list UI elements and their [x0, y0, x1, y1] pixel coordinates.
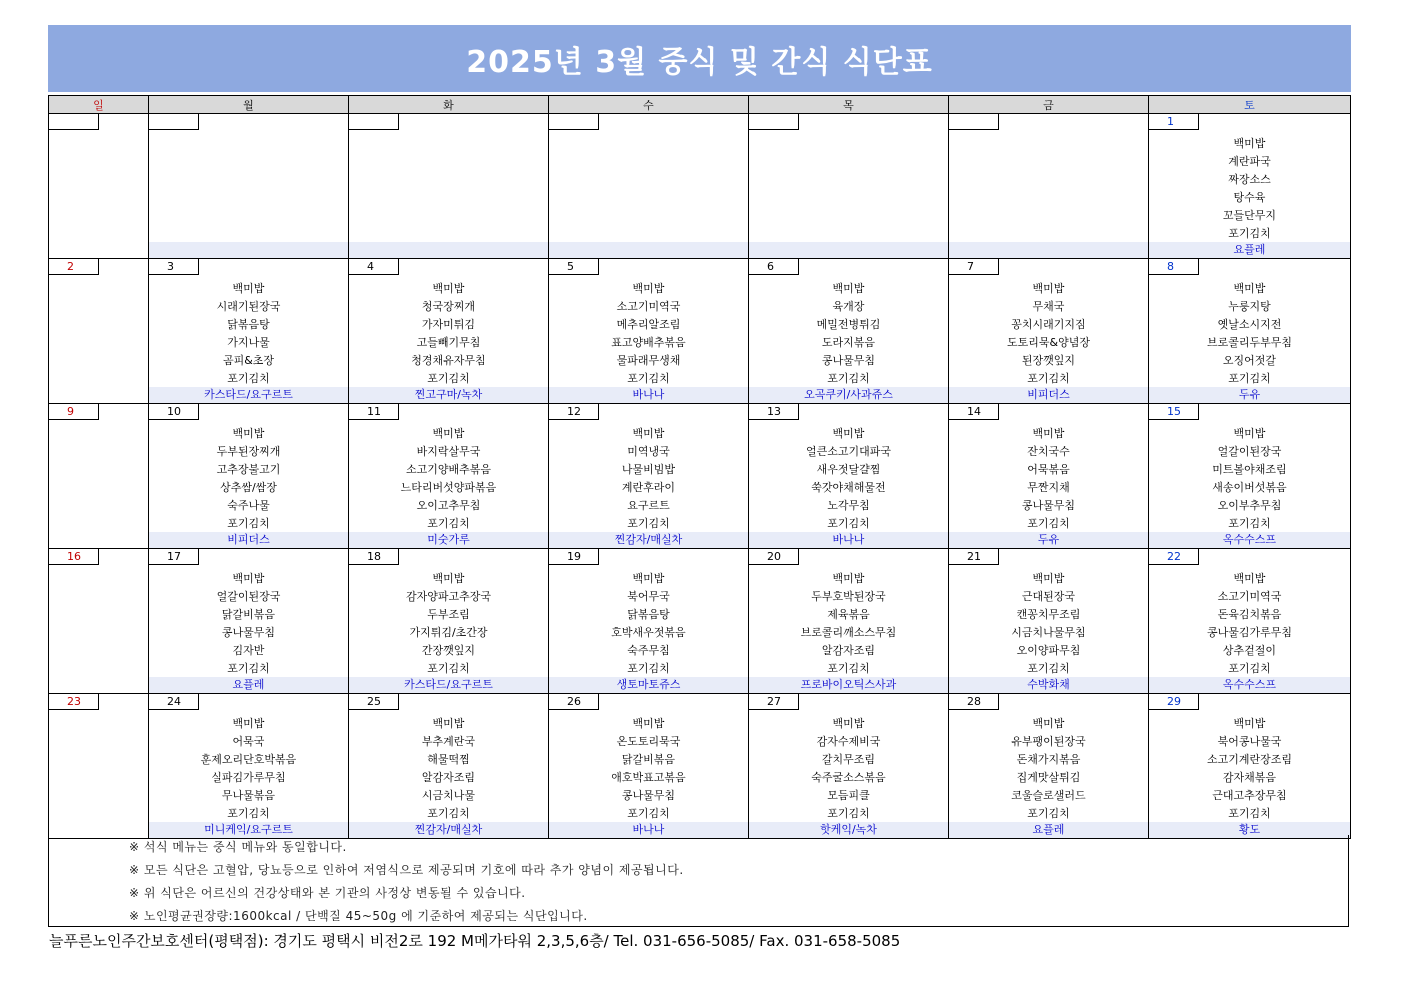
- menu-item: 소고기미역국: [616, 300, 681, 313]
- day-cell: [149, 259, 349, 404]
- menu-item: 두부호박된장국: [811, 590, 886, 603]
- menu-item: 캔꽁치무조림: [1016, 608, 1081, 621]
- snack-item: 옥수수스프: [1149, 532, 1350, 548]
- weekday-sun: 일: [49, 96, 149, 114]
- menu-item: 콩나물김가루무침: [1206, 626, 1292, 639]
- lunch-menu: [1149, 135, 1350, 243]
- menu-item: 포기김치: [1228, 662, 1271, 675]
- week-row: [49, 694, 1351, 839]
- menu-item: 포기김치: [227, 372, 270, 385]
- weekday-sat: 토: [1149, 96, 1351, 114]
- page-title: 2025년 3월 중식 및 간식 식단표: [466, 44, 933, 80]
- snack-item: [749, 242, 948, 258]
- lunch-menu: [349, 570, 548, 678]
- menu-item: 훈제오리단호박볶음: [200, 753, 297, 766]
- day-number: 6: [749, 259, 799, 275]
- menu-item: 백미밥: [632, 427, 665, 440]
- menu-item: 백미밥: [432, 717, 465, 730]
- menu-item: 계란파국: [1228, 155, 1271, 168]
- menu-item: 오징어젓갈: [1222, 354, 1277, 367]
- menu-item: 백미밥: [1233, 427, 1266, 440]
- day-cell: [149, 114, 349, 259]
- menu-item: 백미밥: [432, 282, 465, 295]
- menu-item: 김자반: [232, 644, 265, 657]
- day-number: 29: [1149, 694, 1199, 710]
- menu-item: 육개장: [832, 300, 865, 313]
- day-cell: [49, 694, 149, 839]
- menu-item: 바지락살무국: [416, 445, 481, 458]
- menu-item: 계란후라이: [621, 481, 676, 494]
- menu-item: 백미밥: [232, 717, 265, 730]
- menu-item: 요구르트: [627, 499, 670, 512]
- menu-item: 숙주나물: [227, 499, 270, 512]
- week-row: [49, 259, 1351, 404]
- menu-item: 포기김치: [427, 372, 470, 385]
- menu-item: 포기김치: [427, 662, 470, 675]
- snack-item: 찐감자/매실차: [349, 822, 548, 838]
- note-line: ※ 모든 식단은 고혈압, 당뇨등으로 인하여 저염식으로 제공되며 기호에 따라 추가 양념이 제공됩니다.: [129, 863, 684, 877]
- day-cell: [149, 404, 349, 549]
- snack-item: 생토마토쥬스: [549, 677, 748, 693]
- day-cell: [549, 259, 749, 404]
- day-cell: [149, 549, 349, 694]
- lunch-menu: [349, 715, 548, 823]
- menu-item: 백미밥: [1032, 572, 1065, 585]
- menu-item: 온도토리묵국: [616, 735, 681, 748]
- menu-item: 느타리버섯양파볶음: [400, 481, 497, 494]
- menu-item: 돈육김치볶음: [1217, 608, 1282, 621]
- lunch-menu: [149, 570, 348, 678]
- day-number: 10: [149, 404, 199, 420]
- menu-item: 가지튀김/초간장: [409, 626, 488, 639]
- menu-item: 백미밥: [632, 572, 665, 585]
- day-cell: [549, 549, 749, 694]
- menu-item: 돈채가지볶음: [1016, 753, 1081, 766]
- menu-item: 미트볼야채조림: [1212, 463, 1287, 476]
- menu-item: 소고기계란장조림: [1206, 753, 1292, 766]
- day-number: 24: [149, 694, 199, 710]
- day-cell: [349, 549, 549, 694]
- title-banner: [48, 25, 1351, 92]
- day-number: [149, 114, 199, 130]
- day-number: 19: [549, 549, 599, 565]
- snack-item: [349, 242, 548, 258]
- day-cell: [1149, 259, 1351, 404]
- lunch-menu: [549, 425, 748, 533]
- snack-item: 카스타드/요구르트: [149, 387, 348, 403]
- day-number: 3: [149, 259, 199, 275]
- menu-item: 백미밥: [1032, 427, 1065, 440]
- menu-item: 알감자조림: [821, 644, 876, 657]
- day-number: 23: [49, 694, 99, 710]
- lunch-menu: [549, 715, 748, 823]
- menu-item: 도토리묵&양념장: [1007, 336, 1090, 349]
- snack-item: [149, 242, 348, 258]
- menu-item: 포기김치: [227, 662, 270, 675]
- day-cell: [349, 259, 549, 404]
- lunch-menu: [1149, 715, 1350, 823]
- menu-item: 백미밥: [232, 282, 265, 295]
- menu-item: 백미밥: [832, 427, 865, 440]
- menu-item: 도라지볶음: [821, 336, 876, 349]
- snack-item: 미숫가루: [349, 532, 548, 548]
- menu-item: 백미밥: [1233, 717, 1266, 730]
- menu-item: 감자채볶음: [1222, 771, 1277, 784]
- menu-item: 메밀전병튀김: [816, 318, 881, 331]
- menu-item: 백미밥: [632, 717, 665, 730]
- snack-item: 요플레: [1149, 242, 1350, 258]
- menu-item: 감자수제비국: [816, 735, 881, 748]
- footer-contact: 늘푸른노인주간보호센터(평택점): 경기도 평택시 비전2로 192 M메가타워 2,3,5,6층/ Tel. 031-656-5085/ Fax. 031-658-5085: [49, 932, 901, 950]
- menu-item: 백미밥: [832, 282, 865, 295]
- menu-item: 잔치국수: [1027, 445, 1070, 458]
- day-cell: [49, 114, 149, 259]
- lunch-menu: [949, 715, 1148, 823]
- day-cell: [1149, 694, 1351, 839]
- lunch-menu: [149, 715, 348, 823]
- day-cell: [349, 114, 549, 259]
- menu-item: 오이고추무침: [416, 499, 481, 512]
- day-number: 28: [949, 694, 999, 710]
- menu-item: 청국장찌개: [421, 300, 476, 313]
- snack-item: 요플레: [949, 822, 1148, 838]
- day-cell: [749, 694, 949, 839]
- menu-item: 오이부추무침: [1217, 499, 1282, 512]
- menu-item: 백미밥: [1233, 282, 1266, 295]
- menu-item: 시금치나물무침: [1011, 626, 1086, 639]
- day-cell: [49, 549, 149, 694]
- snack-item: 찐감자/매실차: [549, 532, 748, 548]
- menu-item: 얼큰소고기대파국: [805, 445, 891, 458]
- lunch-menu: [1149, 425, 1350, 533]
- menu-item: 된장깻잎지: [1021, 354, 1076, 367]
- menu-item: 쑥갓야채해물전: [811, 481, 886, 494]
- day-cell: [749, 259, 949, 404]
- menu-item: 새송이버섯볶음: [1212, 481, 1287, 494]
- snack-item: 요플레: [149, 677, 348, 693]
- day-number: 14: [949, 404, 999, 420]
- snack-item: 옥수수스프: [1149, 677, 1350, 693]
- day-number: 17: [149, 549, 199, 565]
- day-cell: [1149, 549, 1351, 694]
- lunch-menu: [1149, 280, 1350, 388]
- menu-item: 집게맛살튀김: [1016, 771, 1081, 784]
- menu-item: 콩나물무침: [1021, 499, 1076, 512]
- menu-item: 포기김치: [227, 807, 270, 820]
- day-number: 8: [1149, 259, 1199, 275]
- menu-item: 미역냉국: [627, 445, 670, 458]
- menu-item: 브로콜리두부무침: [1206, 336, 1292, 349]
- lunch-menu: [549, 280, 748, 388]
- menu-item: 얼갈이된장국: [1217, 445, 1282, 458]
- menu-item: 청경채유자무침: [411, 354, 486, 367]
- menu-item: 짜장소스: [1228, 173, 1271, 186]
- menu-item: 가지나물: [227, 336, 270, 349]
- day-cell: [349, 404, 549, 549]
- menu-item: 포기김치: [1228, 372, 1271, 385]
- lunch-menu: [749, 425, 948, 533]
- note-line: ※ 위 식단은 어르신의 건강상태와 본 기관의 사정상 변동될 수 있습니다.: [129, 886, 526, 900]
- lunch-menu: [749, 280, 948, 388]
- menu-item: 노각무침: [827, 499, 870, 512]
- menu-item: 나물비빔밥: [621, 463, 676, 476]
- day-number: 11: [349, 404, 399, 420]
- menu-item: 실파김가루무침: [211, 771, 286, 784]
- menu-item: 포기김치: [1228, 517, 1271, 530]
- day-number: 5: [549, 259, 599, 275]
- menu-item: 감자양파고추장국: [405, 590, 491, 603]
- menu-item: 백미밥: [632, 282, 665, 295]
- snack-item: 카스타드/요구르트: [349, 677, 548, 693]
- day-number: 25: [349, 694, 399, 710]
- menu-item: 포기김치: [1027, 662, 1070, 675]
- day-cell: [749, 114, 949, 259]
- lunch-menu: [949, 425, 1148, 533]
- menu-item: 백미밥: [1233, 572, 1266, 585]
- menu-item: 백미밥: [232, 572, 265, 585]
- menu-item: 옛날소시지전: [1217, 318, 1282, 331]
- day-cell: [1149, 404, 1351, 549]
- menu-item: 무짠지채: [1027, 481, 1070, 494]
- menu-item: 고들빼기무침: [416, 336, 481, 349]
- day-number: 13: [749, 404, 799, 420]
- snack-item: 찐고구마/녹차: [349, 387, 548, 403]
- snack-item: 두유: [1149, 387, 1350, 403]
- lunch-menu: [749, 570, 948, 678]
- menu-item: 꼬들단무지: [1222, 209, 1277, 222]
- week-row: [49, 114, 1351, 259]
- lunch-menu: [149, 280, 348, 388]
- menu-item: 콩나물무침: [821, 354, 876, 367]
- snack-item: 미니케익/요구르트: [149, 822, 348, 838]
- snack-item: 오곡쿠키/사과쥬스: [749, 387, 948, 403]
- notes-box: [48, 835, 1349, 927]
- weekday-tue: 화: [349, 96, 549, 114]
- day-number: 21: [949, 549, 999, 565]
- menu-item: 백미밥: [1032, 282, 1065, 295]
- week-row: [49, 549, 1351, 694]
- day-number: 4: [349, 259, 399, 275]
- menu-item: 백미밥: [832, 717, 865, 730]
- meal-calendar: [48, 95, 1351, 839]
- day-cell: [149, 694, 349, 839]
- menu-item: 북어무국: [627, 590, 670, 603]
- menu-item: 포기김치: [827, 662, 870, 675]
- day-cell: [749, 549, 949, 694]
- day-number: [49, 114, 99, 130]
- week-row: [49, 404, 1351, 549]
- menu-item: 간장깻잎지: [421, 644, 476, 657]
- menu-item: 메추리알조림: [616, 318, 681, 331]
- lunch-menu: [549, 570, 748, 678]
- day-number: [549, 114, 599, 130]
- menu-item: 백미밥: [1032, 717, 1065, 730]
- day-cell: [949, 259, 1149, 404]
- day-number: 12: [549, 404, 599, 420]
- day-number: [749, 114, 799, 130]
- day-number: 9: [49, 404, 99, 420]
- menu-item: 시금치나물: [421, 789, 476, 802]
- menu-item: 포기김치: [827, 517, 870, 530]
- menu-item: 누룽지탕: [1228, 300, 1271, 313]
- snack-item: 황도: [1149, 822, 1350, 838]
- menu-item: 어묵볶음: [1027, 463, 1070, 476]
- menu-item: 콩나물무침: [221, 626, 276, 639]
- snack-item: [549, 242, 748, 258]
- weekday-wed: 수: [549, 96, 749, 114]
- menu-item: 포기김치: [627, 372, 670, 385]
- menu-item: 유부팽이된장국: [1011, 735, 1086, 748]
- menu-item: 새우젓달걀찜: [816, 463, 881, 476]
- lunch-menu: [149, 425, 348, 533]
- menu-item: 닭볶음탕: [627, 608, 670, 621]
- lunch-menu: [949, 280, 1148, 388]
- snack-item: 두유: [949, 532, 1148, 548]
- menu-item: 오이양파무침: [1016, 644, 1081, 657]
- menu-item: 모듬피클: [827, 789, 870, 802]
- menu-item: 포기김치: [827, 807, 870, 820]
- menu-item: 닭갈비볶음: [621, 753, 676, 766]
- day-cell: [749, 404, 949, 549]
- menu-item: 무채국: [1032, 300, 1065, 313]
- weekday-fri: 금: [949, 96, 1149, 114]
- day-number: 7: [949, 259, 999, 275]
- snack-item: [949, 242, 1148, 258]
- menu-item: 소고기양배추볶음: [405, 463, 491, 476]
- menu-item: 소고기미역국: [1217, 590, 1282, 603]
- lunch-menu: [749, 715, 948, 823]
- day-number: 1: [1149, 114, 1199, 130]
- day-number: 26: [549, 694, 599, 710]
- menu-item: 근대된장국: [1021, 590, 1076, 603]
- day-cell: [949, 404, 1149, 549]
- weekday-header-row: [49, 96, 1351, 114]
- day-number: [349, 114, 399, 130]
- menu-item: 포기김치: [1228, 227, 1271, 240]
- day-cell: [349, 694, 549, 839]
- menu-item: 포기김치: [227, 517, 270, 530]
- snack-item: 바나나: [549, 387, 748, 403]
- menu-item: 두부된장찌개: [216, 445, 281, 458]
- menu-item: 포기김치: [1027, 807, 1070, 820]
- menu-item: 코울슬로샐러드: [1011, 789, 1086, 802]
- menu-item: 백미밥: [232, 427, 265, 440]
- day-number: 15: [1149, 404, 1199, 420]
- snack-item: 비피더스: [149, 532, 348, 548]
- menu-item: 부추계란국: [421, 735, 476, 748]
- menu-item: 백미밥: [432, 572, 465, 585]
- menu-item: 탕수육: [1233, 191, 1266, 204]
- menu-item: 백미밥: [432, 427, 465, 440]
- menu-item: 백미밥: [1233, 137, 1266, 150]
- menu-item: 갈치무조림: [821, 753, 876, 766]
- weekday-thu: 목: [749, 96, 949, 114]
- menu-item: 애호박표고볶음: [611, 771, 686, 784]
- menu-item: 포기김치: [427, 807, 470, 820]
- menu-item: 호박새우젓볶음: [611, 626, 686, 639]
- menu-item: 숙주무침: [627, 644, 670, 657]
- menu-item: 콩나물무침: [621, 789, 676, 802]
- menu-item: 해물떡찜: [427, 753, 470, 766]
- menu-item: 시래기된장국: [216, 300, 281, 313]
- menu-item: 근대고추장무침: [1212, 789, 1287, 802]
- menu-item: 닭볶음탕: [227, 318, 270, 331]
- day-number: 22: [1149, 549, 1199, 565]
- snack-item: 핫케익/녹차: [749, 822, 948, 838]
- snack-item: 비피더스: [949, 387, 1148, 403]
- menu-item: 알감자조림: [421, 771, 476, 784]
- snack-item: 바나나: [749, 532, 948, 548]
- menu-item: 상추쌈/쌈장: [220, 481, 277, 494]
- menu-item: 포기김치: [627, 807, 670, 820]
- menu-item: 북어콩나물국: [1217, 735, 1282, 748]
- menu-item: 숙주굴소스볶음: [811, 771, 886, 784]
- menu-item: 두부조림: [427, 608, 470, 621]
- menu-item: 가자미튀김: [421, 318, 476, 331]
- menu-item: 브로콜리깨소스무침: [800, 626, 897, 639]
- snack-item: 바나나: [549, 822, 748, 838]
- menu-item: 물파래무생채: [616, 354, 681, 367]
- day-number: [949, 114, 999, 130]
- lunch-menu: [1149, 570, 1350, 678]
- menu-item: 무나물볶음: [221, 789, 276, 802]
- day-cell: [1149, 114, 1351, 259]
- menu-item: 제육볶음: [827, 608, 870, 621]
- menu-item: 포기김치: [1228, 807, 1271, 820]
- menu-item: 닭갈비볶음: [221, 608, 276, 621]
- note-line: ※ 석식 메뉴는 중식 메뉴와 동일합니다.: [129, 840, 347, 854]
- day-cell: [949, 549, 1149, 694]
- menu-item: 어묵국: [232, 735, 265, 748]
- day-cell: [549, 694, 749, 839]
- day-number: 18: [349, 549, 399, 565]
- day-cell: [949, 114, 1149, 259]
- day-cell: [549, 404, 749, 549]
- menu-item: 포기김치: [627, 662, 670, 675]
- day-number: 27: [749, 694, 799, 710]
- snack-item: 프로바이오틱스사과: [749, 677, 948, 693]
- menu-item: 표고양배추볶음: [611, 336, 686, 349]
- menu-item: 포기김치: [1027, 372, 1070, 385]
- day-number: 20: [749, 549, 799, 565]
- menu-item: 포기김치: [827, 372, 870, 385]
- menu-item: 얼갈이된장국: [216, 590, 281, 603]
- menu-item: 상추겉절이: [1222, 644, 1277, 657]
- menu-item: 꽁치시래기지짐: [1011, 318, 1086, 331]
- lunch-menu: [349, 280, 548, 388]
- day-cell: [49, 404, 149, 549]
- day-number: 2: [49, 259, 99, 275]
- menu-item: 백미밥: [832, 572, 865, 585]
- lunch-menu: [349, 425, 548, 533]
- menu-item: 포기김치: [627, 517, 670, 530]
- day-cell: [49, 259, 149, 404]
- day-cell: [949, 694, 1149, 839]
- menu-item: 포기김치: [1027, 517, 1070, 530]
- menu-item: 포기김치: [427, 517, 470, 530]
- snack-item: 수박화채: [949, 677, 1148, 693]
- lunch-menu: [949, 570, 1148, 678]
- weekday-mon: 월: [149, 96, 349, 114]
- note-line: ※ 노인평균권장량:1600kcal / 단백질 45~50g 에 기준하여 제공되는 식단입니다.: [129, 909, 588, 923]
- day-cell: [549, 114, 749, 259]
- menu-item: 곰피&초장: [222, 354, 275, 367]
- day-number: 16: [49, 549, 99, 565]
- menu-item: 고추장불고기: [216, 463, 281, 476]
